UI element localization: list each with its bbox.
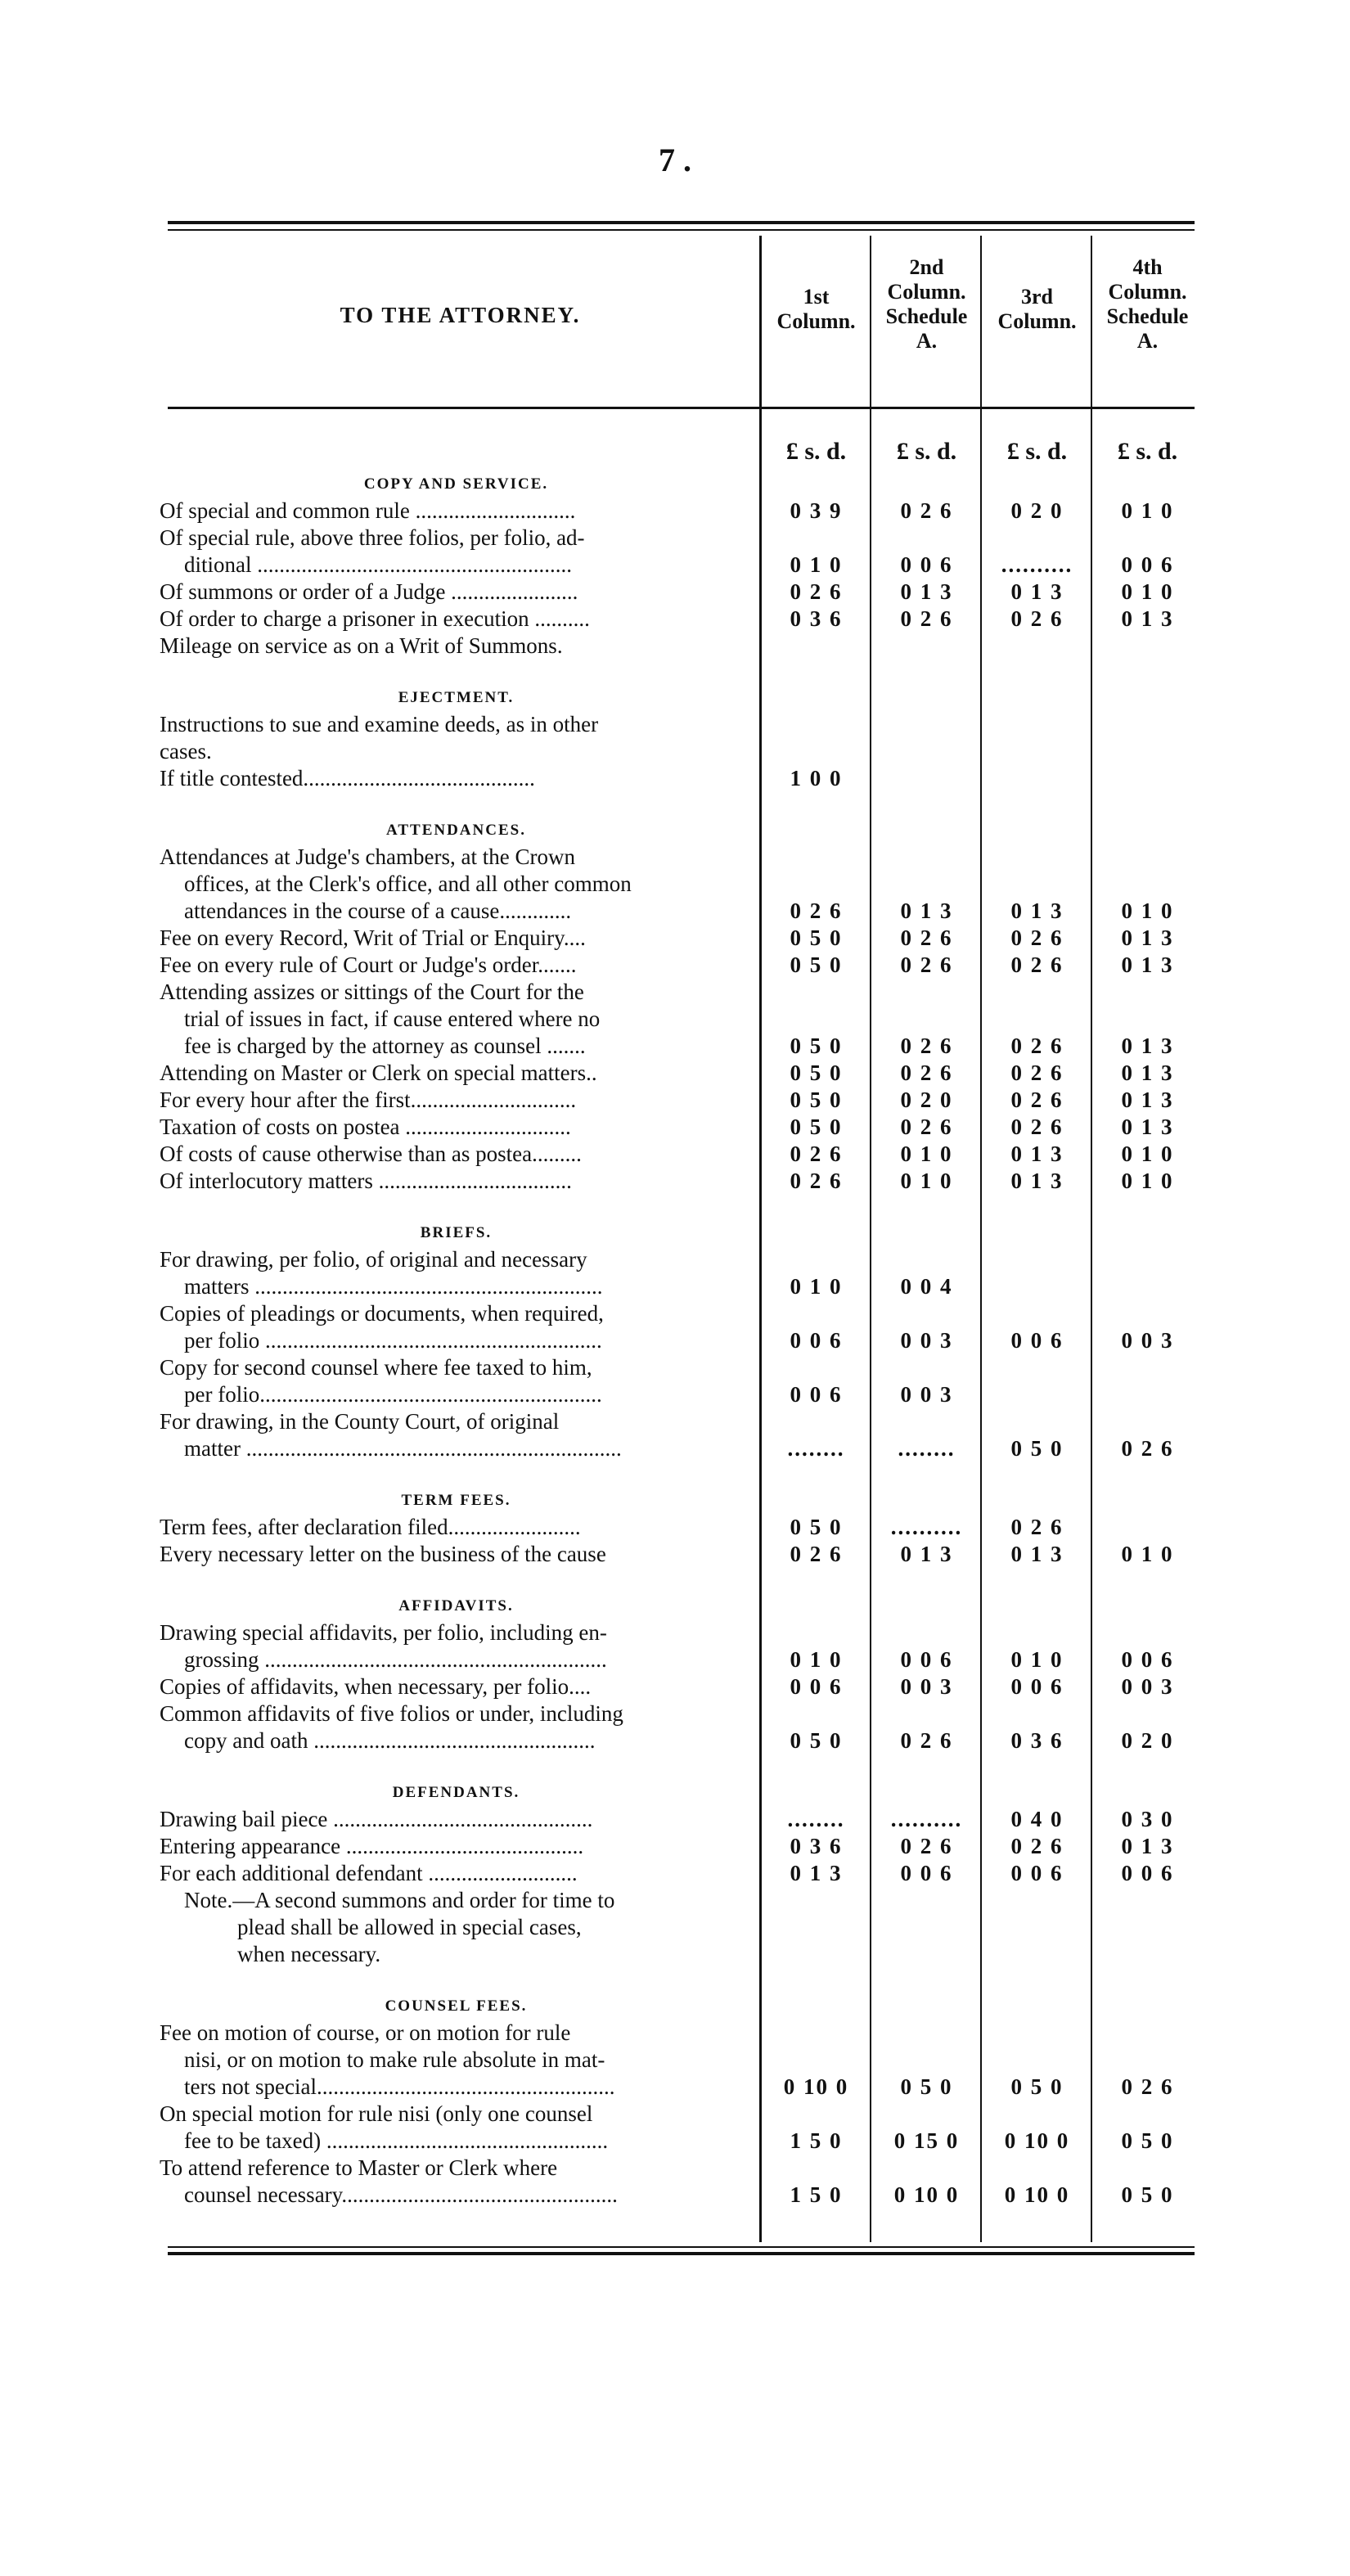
fee-value-col4: 0 0 3 xyxy=(1121,1674,1174,1699)
row-description: matters ............................................................... xyxy=(184,1274,603,1299)
row-description: Fee on every rule of Court or Judge's order....... xyxy=(160,952,577,977)
row-description: Of special rule, above three folios, per folio, ad- xyxy=(160,525,585,550)
column-heading-line: 3rd xyxy=(1021,285,1053,308)
row-description: offices, at the Clerk's office, and all other common xyxy=(184,871,632,896)
fee-value-col1: ........ xyxy=(787,1436,845,1461)
section-heading: DEFENDANTS. xyxy=(392,1784,520,1801)
section-heading: COPY AND SERVICE. xyxy=(363,475,549,493)
row-description: trial of issues in fact, if cause entered where no xyxy=(184,1007,601,1031)
fee-value-col3: 0 10 0 xyxy=(1004,2182,1070,2207)
row-description: Copies of pleadings or documents, when required, xyxy=(160,1301,604,1326)
section-heading-row xyxy=(160,684,1199,711)
fee-value-col2: 0 0 3 xyxy=(900,1382,953,1407)
column-heading-line: A. xyxy=(1136,329,1159,353)
row-description: Of special and common rule ............................. xyxy=(160,498,576,523)
fee-value-col3: 0 0 6 xyxy=(1010,1674,1064,1699)
row-description: counsel necessary.................................................. xyxy=(184,2182,618,2207)
table-row xyxy=(160,1408,1199,1435)
fee-value-col4: 0 1 3 xyxy=(1121,1088,1174,1112)
row-description: Drawing bail piece ............................................... xyxy=(160,1807,593,1831)
section-spacer xyxy=(160,1568,1199,1592)
fee-value-col2: .......... xyxy=(890,1807,963,1831)
fee-value-col3: 0 4 0 xyxy=(1010,1807,1064,1831)
section-spacer xyxy=(160,792,1199,817)
fee-value-col3: 0 2 6 xyxy=(1010,1034,1064,1058)
fee-value-col3: 0 5 0 xyxy=(1010,2074,1064,2099)
fee-value-col4: 0 5 0 xyxy=(1121,2128,1174,2153)
row-description: Drawing special affidavits, per folio, including en- xyxy=(160,1620,607,1645)
fee-value-col4: 0 0 6 xyxy=(1121,1647,1174,1672)
fee-value-col1: 1 5 0 xyxy=(790,2128,843,2153)
fee-value-col1: 0 1 0 xyxy=(790,1274,843,1299)
row-description: Attending assizes or sittings of the Court for the xyxy=(160,980,584,1004)
fee-value-col4: 0 3 0 xyxy=(1121,1807,1174,1831)
section-heading: EJECTMENT. xyxy=(398,689,515,706)
fee-value-col1: 0 1 0 xyxy=(790,1647,843,1672)
fee-value-col1: 0 5 0 xyxy=(790,925,843,950)
row-description: Note.—A second summons and order for time to xyxy=(184,1888,615,1912)
row-description: per folio.............................................................. xyxy=(184,1382,602,1407)
fee-value-col3: .......... xyxy=(1001,552,1073,577)
column-heading-3 xyxy=(986,285,1088,334)
table-row xyxy=(160,1833,1199,1860)
fee-value-col3: 0 1 0 xyxy=(1010,1647,1064,1672)
column-heading-line: 2nd xyxy=(909,255,944,279)
fee-value-col1: 0 2 6 xyxy=(790,1542,843,1566)
fee-value-col1: 0 3 6 xyxy=(790,1834,843,1858)
section-heading: AFFIDAVITS. xyxy=(398,1597,514,1615)
section-heading-row xyxy=(160,1219,1199,1246)
table-row xyxy=(160,1727,1199,1754)
fee-value-col3: 0 1 3 xyxy=(1010,1542,1064,1566)
table-row xyxy=(160,2020,1199,2047)
table-row xyxy=(160,2182,1199,2209)
bottom-double-rule-outer xyxy=(168,2252,1195,2255)
section-heading: TERM FEES. xyxy=(401,1492,511,1509)
table-row xyxy=(160,979,1199,1006)
fee-value-col1: 0 2 6 xyxy=(790,1169,843,1193)
fee-value-col1: 0 1 3 xyxy=(790,1861,843,1885)
table-row xyxy=(160,898,1199,925)
fee-value-col3: 0 1 3 xyxy=(1010,898,1064,923)
column-heading-line: Schedule xyxy=(1106,304,1189,328)
fee-value-col3: 0 1 3 xyxy=(1010,579,1064,604)
section-spacer xyxy=(160,1462,1199,1487)
row-description: Copy for second counsel where fee taxed to him, xyxy=(160,1355,592,1380)
fee-value-col3: 0 2 6 xyxy=(1010,1061,1064,1085)
row-description: nisi, or on motion to make rule absolute in mat- xyxy=(184,2047,605,2072)
row-description: copy and oath ................................................... xyxy=(184,1728,596,1753)
row-description: Attendances at Judge's chambers, at the Crown xyxy=(160,844,575,869)
table-row xyxy=(160,1541,1199,1568)
fee-value-col3: 0 0 6 xyxy=(1010,1861,1064,1885)
table-row xyxy=(160,2047,1199,2074)
fee-value-col4: 0 1 0 xyxy=(1121,1542,1174,1566)
fee-value-col4: 0 0 6 xyxy=(1121,552,1174,577)
table-row xyxy=(160,1941,1199,1968)
row-description: ditional ......................................................... xyxy=(184,552,572,577)
table-row xyxy=(160,1114,1199,1141)
fee-value-col1: 0 1 0 xyxy=(790,552,843,577)
row-description: grossing .............................................................. xyxy=(184,1647,607,1672)
row-description: cases. xyxy=(160,739,212,763)
fee-value-col2: 0 2 6 xyxy=(900,498,953,523)
table-row xyxy=(160,1806,1199,1833)
column-heading-line: 1st xyxy=(803,285,830,308)
currency-unit-label: £ s. d. xyxy=(896,438,957,465)
fee-table-body xyxy=(160,471,1199,2209)
row-description: If title contested.......................................... xyxy=(160,766,535,790)
fee-value-col1: 0 5 0 xyxy=(790,1728,843,1753)
row-description: For drawing, per folio, of original and necessary xyxy=(160,1247,587,1272)
table-row xyxy=(160,844,1199,871)
currency-unit-label: £ s. d. xyxy=(785,438,847,465)
fee-value-col1: 0 0 6 xyxy=(790,1674,843,1699)
header-bottom-rule xyxy=(168,407,1195,409)
row-description: For drawing, in the County Court, of original xyxy=(160,1409,560,1434)
row-description: Of interlocutory matters ................................... xyxy=(160,1169,572,1193)
table-row xyxy=(160,1168,1199,1195)
top-double-rule-outer xyxy=(168,221,1195,224)
fee-value-col1: 0 3 6 xyxy=(790,606,843,631)
fee-value-col3: 0 2 6 xyxy=(1010,925,1064,950)
row-description: Every necessary letter on the business of the cause xyxy=(160,1542,606,1566)
column-heading-4 xyxy=(1096,255,1199,354)
table-row xyxy=(160,1246,1199,1273)
row-description: Of summons or order of a Judge ....................... xyxy=(160,579,578,604)
fee-value-col3: 0 3 6 xyxy=(1010,1728,1064,1753)
fee-value-col1: 0 2 6 xyxy=(790,1142,843,1166)
row-description: Taxation of costs on postea .............................. xyxy=(160,1115,571,1139)
row-description: Term fees, after declaration filed........................ xyxy=(160,1515,581,1539)
column-heading-line: Schedule xyxy=(885,304,968,328)
fee-value-col2: 0 5 0 xyxy=(900,2074,953,2099)
table-row xyxy=(160,579,1199,606)
table-row xyxy=(160,925,1199,952)
fee-value-col2: 0 1 3 xyxy=(900,898,953,923)
fee-value-col2: 0 1 0 xyxy=(900,1169,953,1193)
section-spacer xyxy=(160,1195,1199,1219)
fee-value-col4: 0 1 3 xyxy=(1121,1834,1174,1858)
fee-value-col1: 0 5 0 xyxy=(790,1515,843,1539)
table-row xyxy=(160,1006,1199,1033)
section-heading: COUNSEL FEES. xyxy=(385,1997,528,2015)
fee-value-col4: 0 1 0 xyxy=(1121,1169,1174,1193)
row-description: To attend reference to Master or Clerk where xyxy=(160,2155,558,2180)
table-row xyxy=(160,871,1199,898)
fee-value-col1: 0 3 9 xyxy=(790,498,843,523)
fee-value-col2: 0 1 3 xyxy=(900,579,953,604)
table-heading: TO THE ATTORNEY. xyxy=(340,303,581,327)
fee-value-col3: 0 10 0 xyxy=(1004,2128,1070,2153)
table-row xyxy=(160,1435,1199,1462)
fee-value-col2: 0 2 0 xyxy=(900,1088,953,1112)
fee-value-col4: 0 1 3 xyxy=(1121,1034,1174,1058)
section-heading-row xyxy=(160,1993,1199,2020)
fee-value-col4: 0 1 3 xyxy=(1121,952,1174,977)
column-heading-line: Column. xyxy=(776,309,856,333)
section-spacer xyxy=(160,1968,1199,1993)
fee-value-col2: ........ xyxy=(898,1436,956,1461)
fee-value-col3: 0 2 0 xyxy=(1010,498,1064,523)
table-row xyxy=(160,711,1199,738)
fee-value-col3: 0 2 6 xyxy=(1010,1115,1064,1139)
fee-value-col3: 0 1 3 xyxy=(1010,1169,1064,1193)
table-row xyxy=(160,1914,1199,1941)
fee-value-col2: 0 10 0 xyxy=(893,2182,960,2207)
row-description: Attending on Master or Clerk on special matters.. xyxy=(160,1061,597,1085)
fee-value-col4: 0 5 0 xyxy=(1121,2182,1174,2207)
row-description: Entering appearance ........................................... xyxy=(160,1834,584,1858)
row-description: Instructions to sue and examine deeds, as in other xyxy=(160,712,599,736)
column-heading-line: Column. xyxy=(887,280,966,304)
fee-value-col4: 0 1 3 xyxy=(1121,1115,1174,1139)
column-heading-line: 4th xyxy=(1132,255,1163,279)
table-row xyxy=(160,1354,1199,1381)
row-description: attendances in the course of a cause............. xyxy=(184,898,572,923)
fee-value-col3: 0 2 6 xyxy=(1010,952,1064,977)
fee-value-col2: 0 0 6 xyxy=(900,1647,953,1672)
table-row xyxy=(160,1033,1199,1060)
row-description: Common affidavits of five folios or under, including xyxy=(160,1701,623,1726)
row-description: Mileage on service as on a Writ of Summons. xyxy=(160,633,563,658)
fee-value-col2: 0 0 4 xyxy=(900,1274,953,1299)
section-heading-row xyxy=(160,1487,1199,1514)
table-row xyxy=(160,1514,1199,1541)
table-row xyxy=(160,1300,1199,1327)
fee-value-col1: 0 10 0 xyxy=(783,2074,849,2099)
fee-value-col3: 0 2 6 xyxy=(1010,1088,1064,1112)
row-description: Of costs of cause otherwise than as postea......... xyxy=(160,1142,582,1166)
section-spacer xyxy=(160,1754,1199,1779)
table-row xyxy=(160,765,1199,792)
fee-value-col2: 0 2 6 xyxy=(900,925,953,950)
table-row xyxy=(160,1887,1199,1914)
section-heading: BRIEFS. xyxy=(420,1224,493,1241)
page-number: 7 . xyxy=(659,142,691,178)
fee-value-col2: 0 2 6 xyxy=(900,1061,953,1085)
row-description: Of order to charge a prisoner in execution .......... xyxy=(160,606,590,631)
fee-value-col2: .......... xyxy=(890,1515,963,1539)
section-heading: ATTENDANCES. xyxy=(386,822,526,839)
fee-value-col2: 0 0 3 xyxy=(900,1674,953,1699)
table-row xyxy=(160,1860,1199,1887)
table-row xyxy=(160,2074,1199,2101)
column-heading-1 xyxy=(765,285,867,334)
top-double-rule-inner xyxy=(168,229,1195,231)
fee-value-col4: 0 1 3 xyxy=(1121,1061,1174,1085)
table-row xyxy=(160,1381,1199,1408)
fee-value-col1: 1 0 0 xyxy=(790,766,843,790)
currency-unit-label: £ s. d. xyxy=(1006,438,1068,465)
section-heading-row xyxy=(160,1779,1199,1806)
fee-value-col4: 0 2 6 xyxy=(1121,1436,1174,1461)
table-row xyxy=(160,738,1199,765)
fee-value-col3: 0 5 0 xyxy=(1010,1436,1064,1461)
fee-value-col2: 0 1 0 xyxy=(900,1142,953,1166)
fee-value-col2: 0 2 6 xyxy=(900,1728,953,1753)
table-row xyxy=(160,2155,1199,2182)
column-heading-line: Column. xyxy=(997,309,1077,333)
fee-value-col2: 0 0 6 xyxy=(900,552,953,577)
fee-value-col2: 0 2 6 xyxy=(900,1115,953,1139)
table-row xyxy=(160,552,1199,579)
fee-value-col3: 0 1 3 xyxy=(1010,1142,1064,1166)
table-row xyxy=(160,1060,1199,1087)
fee-value-col4: 0 0 3 xyxy=(1121,1328,1174,1353)
table-row xyxy=(160,1273,1199,1300)
table-row xyxy=(160,1327,1199,1354)
fee-value-col1: 0 0 6 xyxy=(790,1382,843,1407)
table-row xyxy=(160,1087,1199,1114)
table-row xyxy=(160,525,1199,552)
fee-value-col2: 0 0 6 xyxy=(900,1861,953,1885)
row-description: For each additional defendant ........................... xyxy=(160,1861,578,1885)
row-description: matter .................................................................... xyxy=(184,1436,622,1461)
fee-value-col3: 0 2 6 xyxy=(1010,1515,1064,1539)
row-description: when necessary. xyxy=(237,1942,381,1966)
row-description: On special motion for rule nisi (only one counsel xyxy=(160,2101,593,2126)
fee-value-col2: 0 15 0 xyxy=(893,2128,960,2153)
table-row xyxy=(160,498,1199,525)
fee-value-col1: 0 0 6 xyxy=(790,1328,843,1353)
row-description: ters not special...................................................... xyxy=(184,2074,615,2099)
table-row xyxy=(160,1141,1199,1168)
fee-value-col4: 0 2 0 xyxy=(1121,1728,1174,1753)
row-description: fee is charged by the attorney as counsel ....... xyxy=(184,1034,586,1058)
table-row xyxy=(160,633,1199,660)
fee-value-col2: 0 2 6 xyxy=(900,1034,953,1058)
table-row xyxy=(160,1619,1199,1646)
table-row xyxy=(160,2128,1199,2155)
column-heading-line: Column. xyxy=(1108,280,1187,304)
column-heading-line: A. xyxy=(916,329,938,353)
table-row xyxy=(160,1673,1199,1700)
row-description: per folio ............................................................. xyxy=(184,1328,602,1353)
fee-value-col2: 0 2 6 xyxy=(900,1834,953,1858)
fee-value-col4: 0 2 6 xyxy=(1121,2074,1174,2099)
row-description: plead shall be allowed in special cases, xyxy=(237,1915,582,1939)
fee-value-col3: 0 0 6 xyxy=(1010,1328,1064,1353)
fee-value-col1: 0 5 0 xyxy=(790,1088,843,1112)
row-description: Fee on every Record, Writ of Trial or Enquiry.... xyxy=(160,925,586,950)
fee-value-col1: 0 2 6 xyxy=(790,898,843,923)
row-description: Fee on motion of course, or on motion for rule xyxy=(160,2020,571,2045)
fee-value-col2: 0 2 6 xyxy=(900,952,953,977)
fee-value-col4: 0 1 3 xyxy=(1121,925,1174,950)
bottom-double-rule-inner xyxy=(168,2246,1195,2248)
section-heading-row xyxy=(160,471,1199,498)
fee-value-col1: 0 5 0 xyxy=(790,1034,843,1058)
fee-value-col1: 0 2 6 xyxy=(790,579,843,604)
section-heading-row xyxy=(160,1592,1199,1619)
fee-value-col1: 0 5 0 xyxy=(790,952,843,977)
fee-value-col1: 0 5 0 xyxy=(790,1061,843,1085)
table-row xyxy=(160,606,1199,633)
table-row xyxy=(160,1700,1199,1727)
table-row xyxy=(160,1646,1199,1673)
table-row xyxy=(160,2101,1199,2128)
fee-value-col4: 0 1 3 xyxy=(1121,606,1174,631)
fee-value-col2: 0 1 3 xyxy=(900,1542,953,1566)
fee-value-col2: 0 0 3 xyxy=(900,1328,953,1353)
fee-value-col4: 0 1 0 xyxy=(1121,579,1174,604)
row-description: Copies of affidavits, when necessary, per folio.... xyxy=(160,1674,592,1699)
section-spacer xyxy=(160,660,1199,684)
table-row xyxy=(160,952,1199,979)
fee-value-col3: 0 2 6 xyxy=(1010,606,1064,631)
column-heading-2 xyxy=(875,255,978,354)
fee-value-col4: 0 1 0 xyxy=(1121,898,1174,923)
fee-value-col4: 0 1 0 xyxy=(1121,498,1174,523)
row-description: For every hour after the first.............................. xyxy=(160,1088,577,1112)
fee-value-col3: 0 2 6 xyxy=(1010,1834,1064,1858)
fee-value-col1: ........ xyxy=(787,1807,845,1831)
fee-value-col2: 0 2 6 xyxy=(900,606,953,631)
fee-value-col4: 0 0 6 xyxy=(1121,1861,1174,1885)
section-heading-row xyxy=(160,817,1199,844)
row-description: fee to be taxed) ................................................... xyxy=(184,2128,609,2153)
fee-value-col1: 1 5 0 xyxy=(790,2182,843,2207)
currency-unit-label: £ s. d. xyxy=(1117,438,1178,465)
fee-value-col1: 0 5 0 xyxy=(790,1115,843,1139)
fee-value-col4: 0 1 0 xyxy=(1121,1142,1174,1166)
